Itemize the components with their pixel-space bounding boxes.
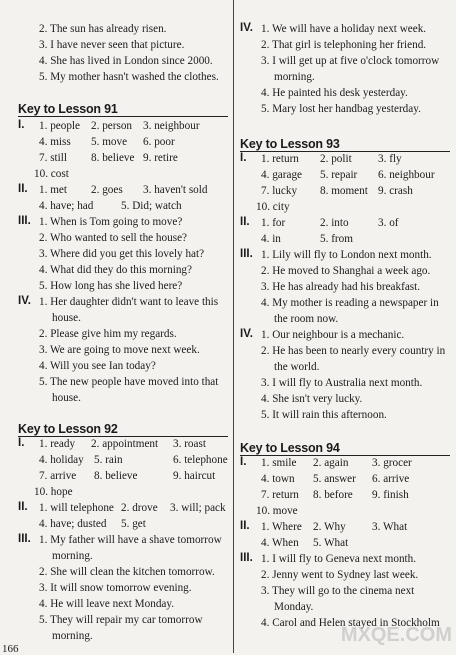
answer: 4. miss [39,136,71,148]
answer: 1. return [261,153,299,165]
section-label: III. [240,248,253,260]
answer: 3. fly [378,153,402,165]
answer: 6. neighbour [378,169,435,181]
answer: 2. person [91,120,133,132]
answer: morning. [274,71,315,83]
section-label: IV. [240,328,254,340]
answer: 7. still [39,152,67,164]
answer: 2. appointment [91,438,159,450]
answer: 4. holiday [39,454,84,466]
section-label: I. [240,152,247,164]
answer: 5. The new people have moved into that [39,376,219,388]
answer: 5. from [320,233,353,245]
answer: 2. Jenny went to Sydney last week. [261,569,419,581]
watermark: MXQE.COM [340,624,452,646]
answer: 1. Our neighbour is a mechanic. [261,329,405,341]
answer: 3. grocer [372,457,412,469]
section-label: IV. [18,295,32,307]
answer: 3. of [378,217,399,229]
answer: 6. telephone [173,454,228,466]
answer: 10. hope [34,486,73,498]
answer: 1. Where [261,521,302,533]
answer: 2. into [320,217,349,229]
answer: 2. Why [313,521,346,533]
answer: 10. move [256,505,298,517]
answer: 9. finish [372,489,409,501]
answer: 8. believe [91,152,135,164]
answer: 1. for [261,217,286,229]
answer: 6. arrive [372,473,410,485]
answer: 5. repair [320,169,358,181]
answer: 5. Did; watch [121,200,182,212]
answer: 3. haven't sold [143,184,208,196]
answer: 3. will; pack [170,502,226,514]
answer: 3. I will fly to Australia next month. [261,377,423,389]
answer: 4. Carol and Helen stayed in Stockholm [261,617,440,629]
answer: 3. I will get up at five o'clock tomorrow [261,55,440,67]
answer: 3. What [372,521,408,533]
answer: 4. When [261,537,299,549]
answer: 2. polit [320,153,352,165]
answer: 7. return [261,489,299,501]
text-line: 3. I have never seen that picture. [39,39,185,51]
answer: 2. again [313,457,349,469]
answer: 5. How long has she lived here? [39,280,183,292]
section-label: II. [240,216,250,228]
answer: 1. Lily will fly to London next month. [261,249,432,261]
answer: 5. It will rain this afternoon. [261,409,387,421]
column-divider [233,0,234,653]
answer: 4. garage [261,169,302,181]
answer: 4. Will you see Ian today? [39,360,156,372]
answer: 4. My mother is reading a newspaper in [261,297,439,309]
answer: 8. believe [94,470,138,482]
section-label: III. [240,552,253,564]
answer: 5. move [91,136,128,148]
answer: 2. Please give him my regards. [39,328,177,340]
section-label: III. [18,215,31,227]
section-label: II. [240,520,250,532]
section-label: I. [18,119,25,131]
answer: morning. [52,630,93,642]
answer: 2. He moved to Shanghai a week ago. [261,265,431,277]
answer: house. [52,392,81,404]
section-label: II. [18,183,28,195]
answer: Monday. [274,601,314,613]
answer: 4. have; had [39,200,94,212]
answer: 2. goes [91,184,123,196]
answer: 3. Where did you get this lovely hat? [39,248,205,260]
section-label: III. [18,533,31,545]
answer: 10. cost [34,168,69,180]
answer: 1. ready [39,438,76,450]
text-line: 4. She has lived in London since 2000. [39,55,213,67]
lesson-92-heading: Key to Lesson 92 [18,422,228,437]
answer: 7. lucky [261,185,298,197]
answer: 1. Her daughter didn't want to leave this [39,296,219,308]
text-line: 2. The sun has already risen. [39,23,167,35]
answer: morning. [52,550,93,562]
answer: 1. smile [261,457,297,469]
answer: 5. What [313,537,349,549]
answer: 3. They will go to the cinema next [261,585,415,597]
answer: 2. drove [121,502,158,514]
answer: 4. He will leave next Monday. [39,598,175,610]
answer: 5. get [121,518,146,530]
answer: 1. We will have a holiday next week. [261,23,427,35]
answer: 10. city [256,201,290,213]
answer: 8. before [313,489,353,501]
answer: 7. arrive [39,470,77,482]
section-label: I. [240,456,247,468]
lesson-93-heading: Key to Lesson 93 [240,137,450,152]
lesson-91-heading: Key to Lesson 91 [18,102,228,117]
answer: 1. My father will have a shave tomorrow [39,534,222,546]
answer: 3. It will snow tomorrow evening. [39,582,192,594]
section-label: II. [18,501,28,513]
answer: 1. When is Tom going to move? [39,216,183,228]
answer: 2. Who wanted to sell the house? [39,232,187,244]
answer: 3. He has already had his breakfast. [261,281,421,293]
answer: 5. answer [313,473,356,485]
answer: 2. He has been to nearly every country in [261,345,446,357]
answer: 3. We are going to move next week. [39,344,200,356]
section-label: IV. [240,22,254,34]
answer: 3. neighbour [143,120,200,132]
answer: 4. in [261,233,281,245]
answer: 4. town [261,473,295,485]
answer: the room now. [274,313,339,325]
answer: 5. rain [94,454,123,466]
answer: 4. have; dusted [39,518,107,530]
answer: 4. She isn't very lucky. [261,393,363,405]
answer: 1. people [39,120,81,132]
answer-key-page: 2. The sun has already risen. 3. I have never seen that picture. 4. She has lived in London since 2000. 5. My mother hasn't washed the clothes. Key to Lesson 91 I. 1. people 2. person 3. neighbour 4. miss 5. move 6. poor 7. still 8. believe 9. retire 10. cost II. 1. met 2. goes 3. haven't sold 4. have; had 5. Did; watch III. 1. When is Tom going to move? 2. Who wanted to sell the house? 3. Where did you get this lovely hat? 4. What did they do this morning? 5. How long has she lived here? IV. 1. Her daughter didn't want to leave this house. 2. Please give him my regards. 3. We are going to move next week. 4. Will you see Ian today? 5. The new people have moved into that house. Key to Lesson 92 I. 1. ready 2. appointment 3. roast 4. holiday 5. rain 6. telephone 7. arrive 8. believe 9. haircut 10. hope II. 1. will telephone 2. drove 3. will; pack 4. have; dusted 5. get III. 1. My father will have a shave tomorrow morning. 2. She will clean the kitchen tomorrow. 3. It will snow tomorrow evening. 4. He will leave next Monday. 5. They will repair my car tomorrow morning. 166 IV. 1. We will have a holiday next week. 2. That girl is telephoning her friend. 3. I will get up at five o'clock tomorrow morning. 4. He painted his desk yesterday. 5. Mary lost her handbag yesterday. Key to Lesson 93 I. 1. return 2. polit 3. fly 4. garage 5. repair 6. neighbour 7. lucky 8. moment 9. crash 10. city II. 1. for 2. into 3. of 4. in 5. from III. 1. Lily will fly to London next month. 2. He moved to Shanghai a week ago. 3. He has already had his breakfast. 4. My mother is reading a newspaper in the room now. IV. 1. Our neighbour is a mechanic. 2. He has been to nearly every country in the world. 3. I will fly to Australia next month. 4. She isn't very lucky. 5. It will rain this afternoon. Key to Lesson 94 I. 1. smile 2. again 3. grocer 4. town 5. answer 6. arrive 7. return 8. before 9. finish 10. move II. 1. Where 2. Why 3. What 4. When 5. What III. 1. I will fly to Geneva next month. 2. Jenny went to Sydney last week. 3. They will go to the cinema next Monday. 4. Carol and Helen stayed in Stockholm MXQE.COM [0,0,456,653]
answer: 6. poor [143,136,175,148]
answer: 9. haircut [173,470,216,482]
answer: 2. She will clean the kitchen tomorrow. [39,566,215,578]
answer: 5. Mary lost her handbag yesterday. [261,103,421,115]
answer: 4. What did they do this morning? [39,264,192,276]
answer: 5. They will repair my car tomorrow [39,614,203,626]
text-line: 5. My mother hasn't washed the clothes. [39,71,219,83]
section-label: I. [18,437,25,449]
answer: 9. crash [378,185,413,197]
answer: 3. roast [173,438,206,450]
answer: 1. I will fly to Geneva next month. [261,553,417,565]
answer: house. [52,312,81,324]
answer: 2. That girl is telephoning her friend. [261,39,427,51]
answer: the world. [274,361,320,373]
answer: 1. will telephone [39,502,114,514]
answer: 1. met [39,184,67,196]
answer: 9. retire [143,152,178,164]
answer: 8. moment [320,185,368,197]
answer: 4. He painted his desk yesterday. [261,87,408,99]
lesson-94-heading: Key to Lesson 94 [240,441,450,456]
